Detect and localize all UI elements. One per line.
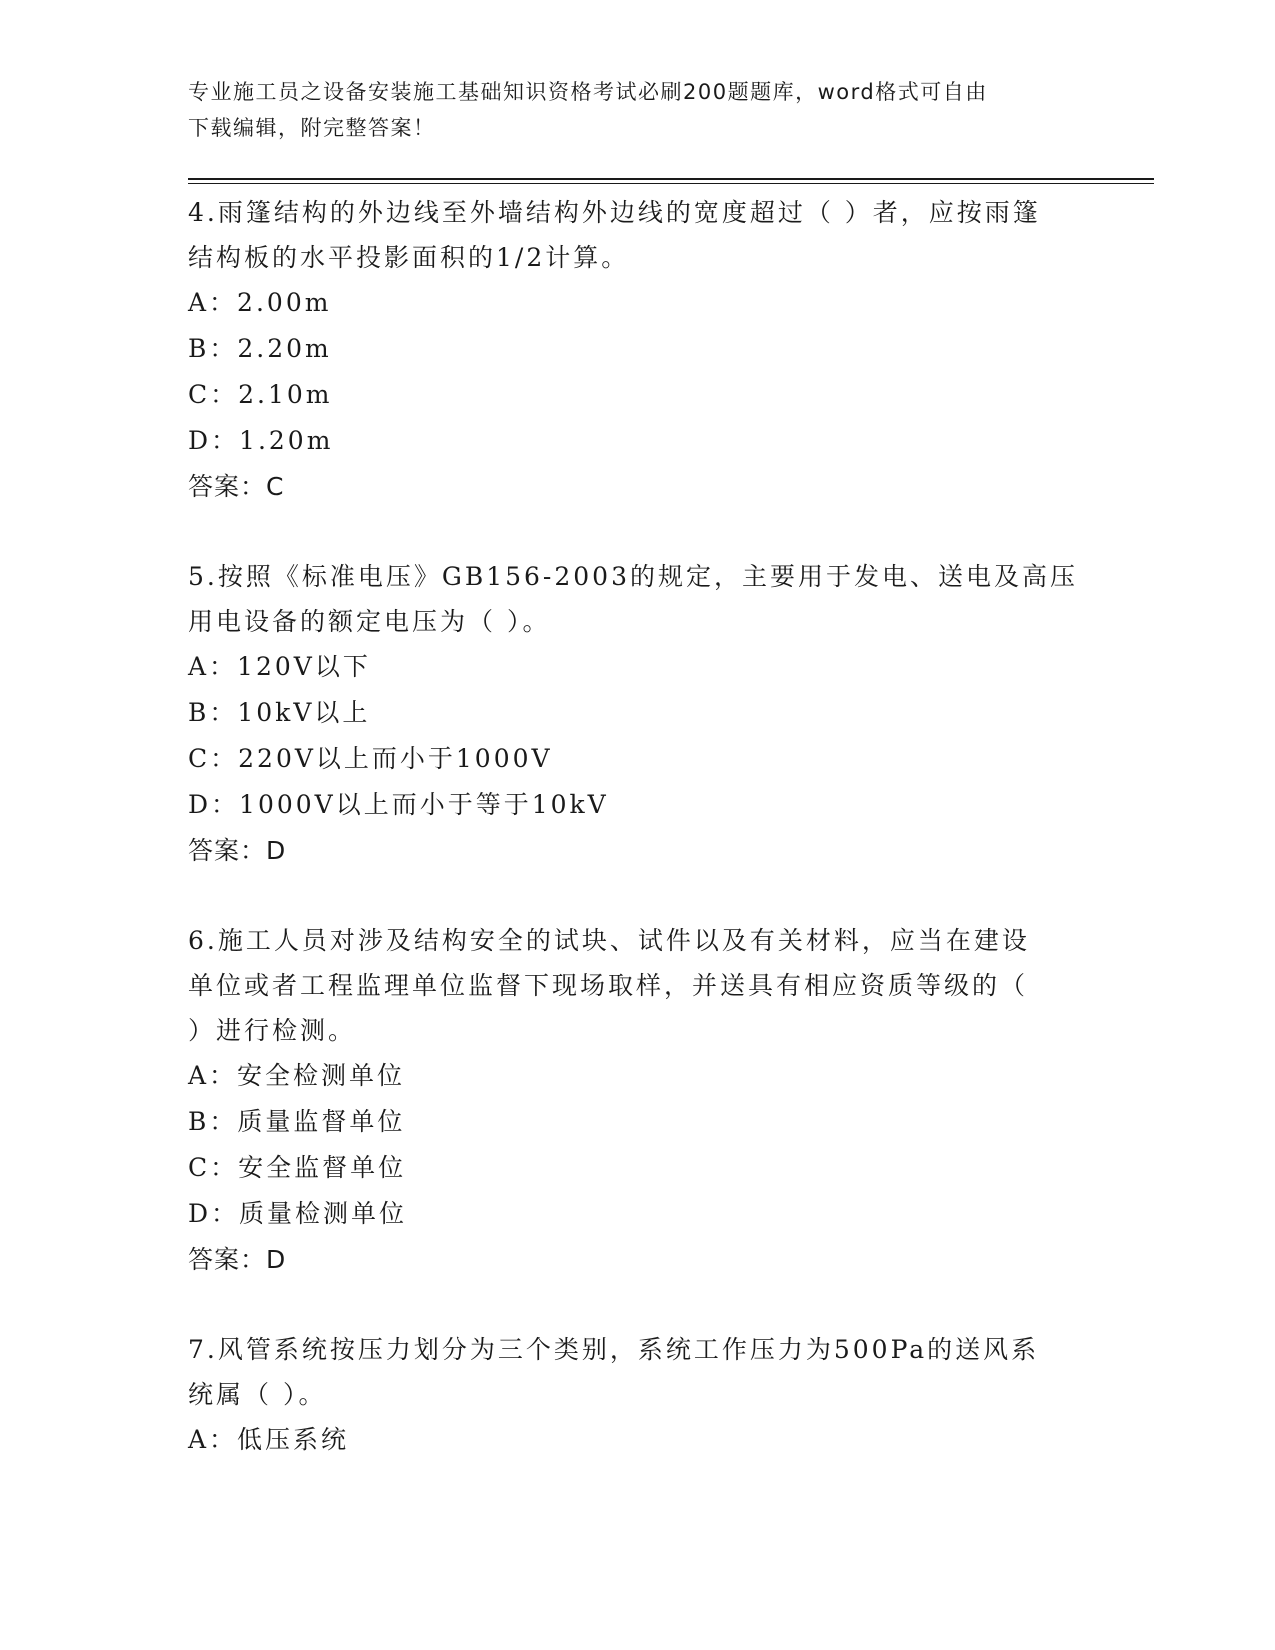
option-d: D：1000V以上而小于等于10kV — [188, 790, 609, 819]
answer-line: 答案：C — [188, 472, 285, 501]
header-line-2: 下载编辑，附完整答案！ — [188, 116, 436, 140]
option-c: C：安全监督单位 — [188, 1153, 407, 1182]
option-a: A：低压系统 — [188, 1425, 350, 1454]
option-a: A：安全检测单位 — [188, 1061, 406, 1090]
option-c: C：220V以上而小于1000V — [188, 744, 553, 773]
question-stem-line: 结构板的水平投影面积的1/2计算。 — [188, 243, 630, 272]
option-a: A：120V以下 — [188, 652, 371, 681]
question-6 — [188, 918, 1088, 1283]
option-b: B：质量监督单位 — [188, 1107, 406, 1136]
header-line-1: 专业施工员之设备安装施工基础知识资格考试必刷200题题库，word格式可自由 — [188, 80, 988, 104]
question-5 — [188, 554, 1088, 874]
question-stem-line: 单位或者工程监理单位监督下现场取样，并送具有相应资质等级的（ — [188, 971, 1029, 1000]
question-stem-line: 7.风管系统按压力划分为三个类别，系统工作压力为500Pa的送风系 — [188, 1335, 1040, 1364]
option-b: B：10kV以上 — [188, 698, 371, 727]
header-divider-thick — [188, 178, 1154, 180]
document-header — [188, 74, 1068, 146]
option-b: B：2.20m — [188, 334, 332, 363]
question-stem-line: 5.按照《标准电压》GB156-2003的规定，主要用于发电、送电及高压 — [188, 562, 1078, 591]
question-spacer — [188, 1283, 1088, 1327]
option-a: A：2.00m — [188, 288, 332, 317]
option-d: D：1.20m — [188, 426, 334, 455]
question-spacer — [188, 510, 1088, 554]
question-7 — [188, 1327, 1088, 1463]
question-stem-line: 用电设备的额定电压为（ ）。 — [188, 607, 551, 636]
option-d: D：质量检测单位 — [188, 1199, 408, 1228]
question-stem-line: ）进行检测。 — [188, 1016, 357, 1045]
header-divider-thin — [188, 183, 1154, 184]
question-4 — [188, 190, 1088, 510]
answer-line: 答案：D — [188, 1245, 287, 1274]
question-stem-line: 4.雨篷结构的外边线至外墙结构外边线的宽度超过（ ）者，应按雨篷 — [188, 198, 1041, 227]
question-spacer — [188, 874, 1088, 918]
answer-line: 答案：D — [188, 836, 287, 865]
question-stem-line: 6.施工人员对涉及结构安全的试块、试件以及有关材料，应当在建设 — [188, 926, 1030, 955]
question-stem-line: 统属（ ）。 — [188, 1380, 327, 1409]
question-list — [188, 190, 1088, 1463]
option-c: C：2.10m — [188, 380, 333, 409]
